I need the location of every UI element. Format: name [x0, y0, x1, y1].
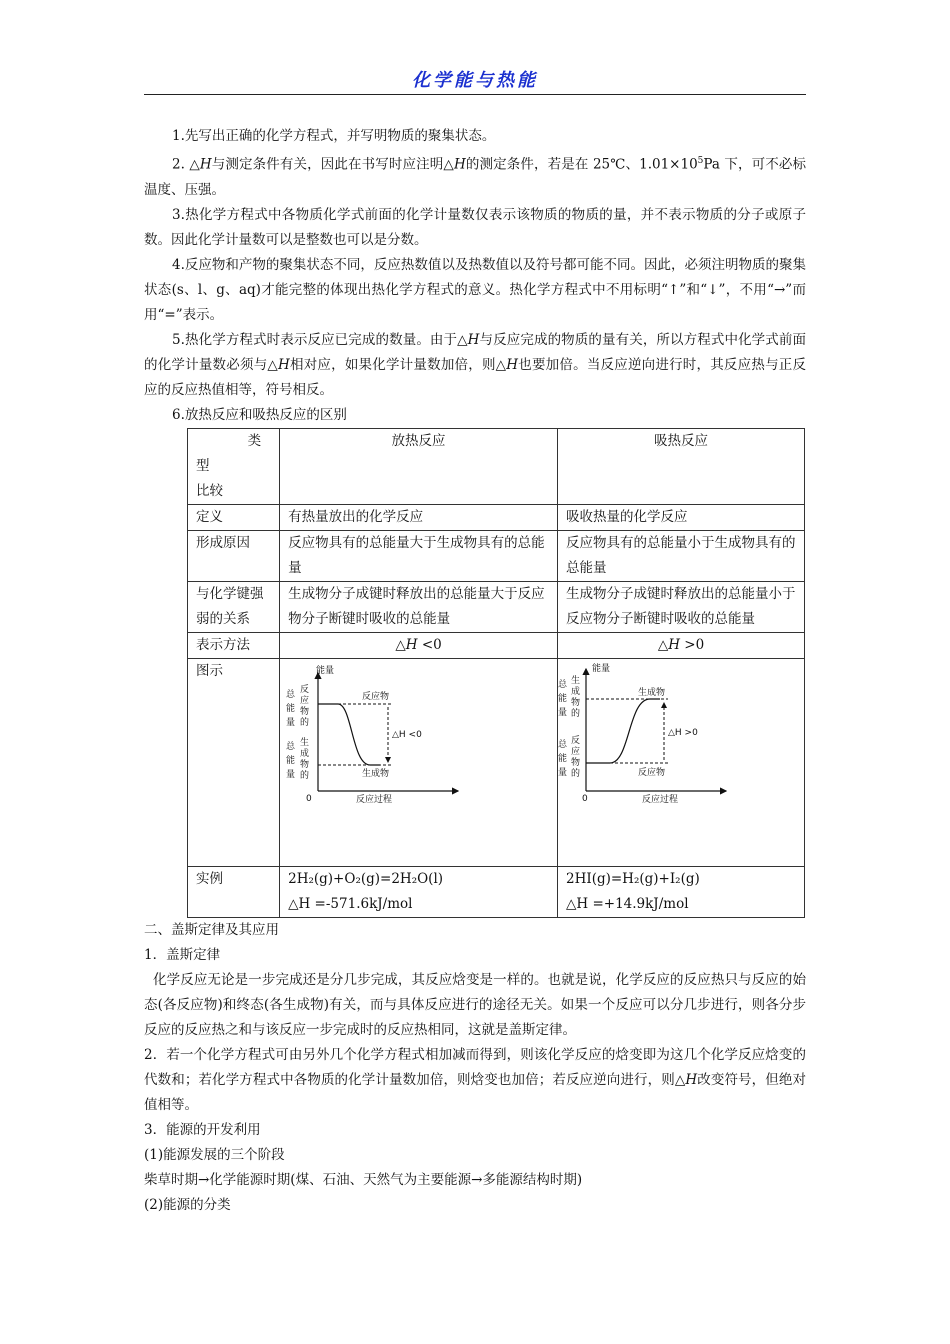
- row-label: 定义: [188, 504, 280, 530]
- y-axis-label: 能量: [316, 665, 335, 676]
- svg-text:总: 总: [286, 689, 296, 700]
- exo-energy-diagram: [280, 659, 550, 857]
- svg-text:的: 的: [300, 717, 310, 728]
- row-label: 表示方法: [188, 632, 280, 658]
- rule-5: 5.热化学方程式时表示反应已完成的数量。由于△H与反应完成的物质的量有关，所以方程式中化学式前面的化学计量数必须与△H相对应，如果化学计量数加倍，则△H也要加倍。当反应逆向进行时，其反应热与正反应的反应热值相等，符号相反。: [144, 331, 806, 398]
- row-exo: 反应物具有的总能量大于生成物具有的总能量: [280, 530, 558, 581]
- high-level-label: 反应物: [362, 691, 390, 702]
- page-title: 化学能与热能: [412, 70, 538, 91]
- hess-application-text: 2．若一个化学方程式可由另外几个化学方程式相加减而得到，则该化学反应的焓变即为这几个化学反应焓变的代数和；若化学方程式中各物质的化学计量数加倍，则焓变也加倍；若反应逆向进行，则△H改变符号，但绝对值相等。: [144, 1046, 806, 1113]
- table-row-diagram: [188, 658, 805, 866]
- rule-4: 4.反应物和产物的聚集状态不同，反应热数值以及热数值以及符号都可能不同。因此，必须注明物质的聚集状态(s、l、g、aq)才能完整的体现出热化学方程式的意义。热化学方程式中不用标明“↑”和“↓”，不用“→”而用“=”表示。: [144, 256, 806, 323]
- table-header-row: [188, 428, 805, 504]
- reaction-curve: [586, 699, 660, 763]
- notation-exo: △H <0: [280, 632, 558, 658]
- svg-text:成: 成: [300, 748, 310, 759]
- rule-2: 2. △H与测定条件有关，因此在书写时应注明△H的测定条件，若是在 25℃、$1.01\times 10^5Pa$ 下，可不必标温度、压强。: [144, 156, 806, 198]
- svg-text:能: 能: [286, 703, 296, 714]
- row-label: 形成原因: [188, 530, 280, 581]
- rule-1: 1.先写出正确的化学方程式，并写明物质的聚集状态。: [172, 128, 496, 144]
- svg-text:生: 生: [571, 675, 581, 686]
- x-axis-label: 反应过程: [356, 794, 393, 805]
- svg-text:能: 能: [558, 753, 568, 764]
- table-row-notation: [188, 632, 805, 658]
- section-heading: 二、盖斯定律及其应用: [144, 921, 279, 938]
- left-label-lower: [286, 736, 309, 781]
- list-item: (2)能源的分类: [144, 1196, 231, 1213]
- svg-text:的: 的: [300, 770, 310, 781]
- svg-text:物: 物: [571, 697, 581, 708]
- comparison-table: [187, 428, 805, 918]
- table-row: [188, 504, 805, 530]
- delta-h-label: △H <0: [392, 729, 422, 740]
- reaction-curve: [318, 704, 380, 765]
- subsection-title: 3．能源的开发利用: [144, 1121, 261, 1138]
- example-exo: 2H₂(g)+O₂(g)=2H₂O(l) △H =-571.6kJ/mol: [280, 866, 558, 917]
- header-exo: 放热反应: [280, 428, 558, 504]
- origin-label: 0: [582, 793, 588, 804]
- origin-label: 0: [306, 793, 312, 804]
- row-label: 与化学键强弱的关系: [188, 581, 280, 632]
- svg-text:反: 反: [571, 735, 581, 746]
- low-level-label: 生成物: [362, 768, 390, 779]
- row-endo: 生成物分子成键时释放出的总能量小于反应物分子断键时吸收的总能量: [558, 581, 805, 632]
- svg-text:总: 总: [558, 739, 568, 750]
- svg-text:量: 量: [286, 769, 296, 780]
- arrowhead-down-icon: [385, 757, 391, 763]
- row-label: 图示: [188, 658, 280, 866]
- rule-3: 3.热化学方程式中各物质化学式前面的化学计量数仅表示该物质的物质的量，并不表示物质的分子或原子数。因此化学计量数可以是整数也可以是分数。: [144, 206, 806, 248]
- subsection-title: 1．盖斯定律: [144, 946, 221, 963]
- row-endo: 吸收热量的化学反应: [558, 504, 805, 530]
- row-endo: 反应物具有的总能量小于生成物具有的总能量: [558, 530, 805, 581]
- svg-text:总: 总: [558, 679, 568, 690]
- svg-text:总: 总: [286, 741, 296, 752]
- row-exo: 生成物分子成键时释放出的总能量大于反应物分子断键时吸收的总能量: [280, 581, 558, 632]
- row-label: 实例: [188, 866, 280, 917]
- svg-text:能: 能: [558, 693, 568, 704]
- notation-endo: △H >0: [558, 632, 805, 658]
- delta-h-label: △H >0: [668, 727, 698, 738]
- header-rule: [144, 94, 806, 95]
- svg-text:成: 成: [571, 686, 581, 697]
- svg-text:应: 应: [571, 746, 581, 757]
- svg-text:应: 应: [300, 695, 310, 706]
- table-row: [188, 530, 805, 581]
- low-level-label: 反应物: [638, 767, 666, 778]
- list-item: 柴草时期→化学能源时期(煤、石油、天然气为主要能源→多能源结构时期): [144, 1171, 583, 1188]
- list-item: (1)能源发展的三个阶段: [144, 1146, 285, 1163]
- left-label-upper: [558, 674, 580, 719]
- svg-text:物: 物: [300, 706, 310, 717]
- example-endo: 2HI(g)=H₂(g)+I₂(g) △H =+14.9kJ/mol: [558, 866, 805, 917]
- y-axis-label: 能量: [592, 663, 611, 674]
- main-content: [144, 124, 806, 1218]
- svg-text:反: 反: [300, 684, 310, 695]
- rule-6: 6.放热反应和吸热反应的区别: [172, 406, 347, 423]
- left-label-upper: [286, 683, 309, 728]
- hess-law-text: 化学反应无论是一步完成还是分几步完成，其反应焓变是一样的。也就是说，化学反应的反应热只与反应的始态(各反应物)和终态(各生成物)有关，而与具体反应进行的途径无关。如果一个反应可以分几步进行，则各分步反应的反应热之和与该反应一步完成时的反应热相同，这就是盖斯定律。: [144, 971, 806, 1038]
- svg-text:量: 量: [286, 717, 296, 728]
- table-row: [188, 581, 805, 632]
- arrowhead-up-icon: [661, 702, 667, 708]
- row-exo: 有热量放出的化学反应: [280, 504, 558, 530]
- table-row-example: [188, 866, 805, 917]
- svg-text:物: 物: [571, 757, 581, 768]
- high-level-label: 生成物: [638, 687, 666, 698]
- svg-text:能: 能: [286, 755, 296, 766]
- svg-text:物: 物: [300, 759, 310, 770]
- svg-text:量: 量: [558, 707, 568, 718]
- endo-diagram-cell: [558, 658, 805, 866]
- svg-text:生: 生: [300, 737, 310, 748]
- x-axis-label: 反应过程: [642, 794, 679, 805]
- left-label-lower: [558, 734, 580, 779]
- header-corner-cell: 类 型 比较: [188, 428, 280, 504]
- endo-energy-diagram: [558, 659, 804, 857]
- exo-diagram-cell: [280, 658, 558, 866]
- svg-text:量: 量: [558, 767, 568, 778]
- header-endo: 吸热反应: [558, 428, 805, 504]
- svg-text:的: 的: [571, 708, 581, 719]
- svg-text:的: 的: [571, 768, 581, 779]
